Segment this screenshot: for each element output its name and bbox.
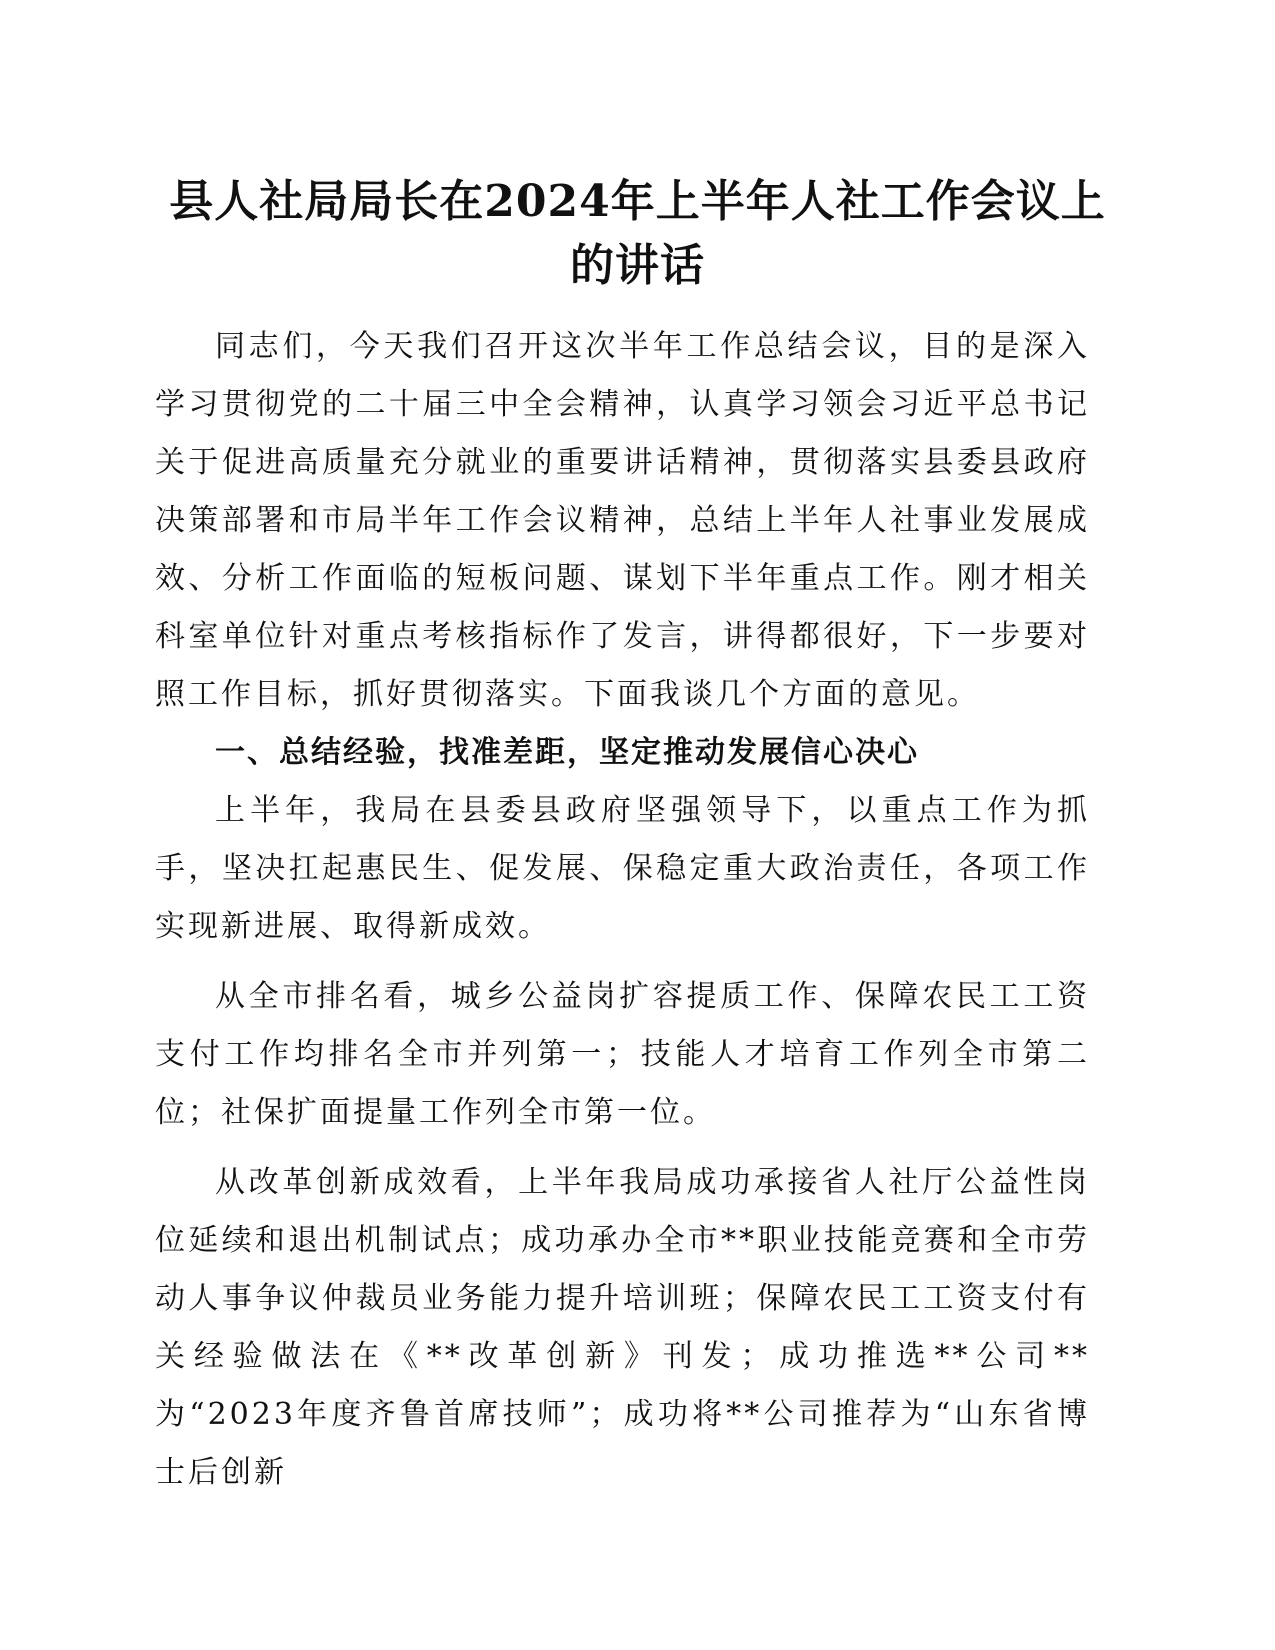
paragraph-opening: 同志们，今天我们召开这次半年工作总结会议，目的是深入学习贯彻党的二十届三中全会精神，认真学习领会习近平总书记关于促进高质量充分就业的重要讲话精神，贯彻落实县委县政府决策部署和市局半年工作会议精神，总结上半年人社事业发展成效、分析工作面临的短板问题、谋划下半年重点工作。刚才相关科室单位针对重点考核指标作了发言，讲得都很好，下一步要对照工作目标，抓好贯彻落实。下面我谈几个方面的意见。 [155, 329, 1090, 712]
title-line-2: 的讲话 [570, 240, 705, 291]
paragraph-ranking: 从全市排名看，城乡公益岗扩容提质工作、保障农民工工资支付工作均排名全市并列第一；技能人才培育工作列全市第二位；社保扩面提量工作列全市第一位。 [155, 979, 1090, 1130]
paragraph-summary: 上半年，我局在县委县政府坚强领导下，以重点工作为抓手，坚决扛起惠民生、促发展、保稳定重大政治责任，各项工作实现新进展、取得新成效。 [155, 793, 1090, 944]
section-heading-1: 一、总结经验，找准差距，坚定推动发展信心决心 [215, 735, 919, 770]
title-line-1: 县人社局局长在2024年上半年人社工作会议上 [169, 176, 1106, 227]
paragraph-reform: 从改革创新成效看，上半年我局成功承接省人社厅公益性岗位延续和退出机制试点；成功承办全市**职业技能竞赛和全市劳动人事争议仲裁员业务能力提升培训班；保障农民工工资支付有关经验做法在《**改革创新》刊发；成功推选**公司**为“2023年度齐鲁首席技师”；成功将**公司推荐为“山东省博士后创新 [155, 1165, 1090, 1490]
document-body [155, 318, 1090, 1502]
document-title [140, 170, 1135, 298]
